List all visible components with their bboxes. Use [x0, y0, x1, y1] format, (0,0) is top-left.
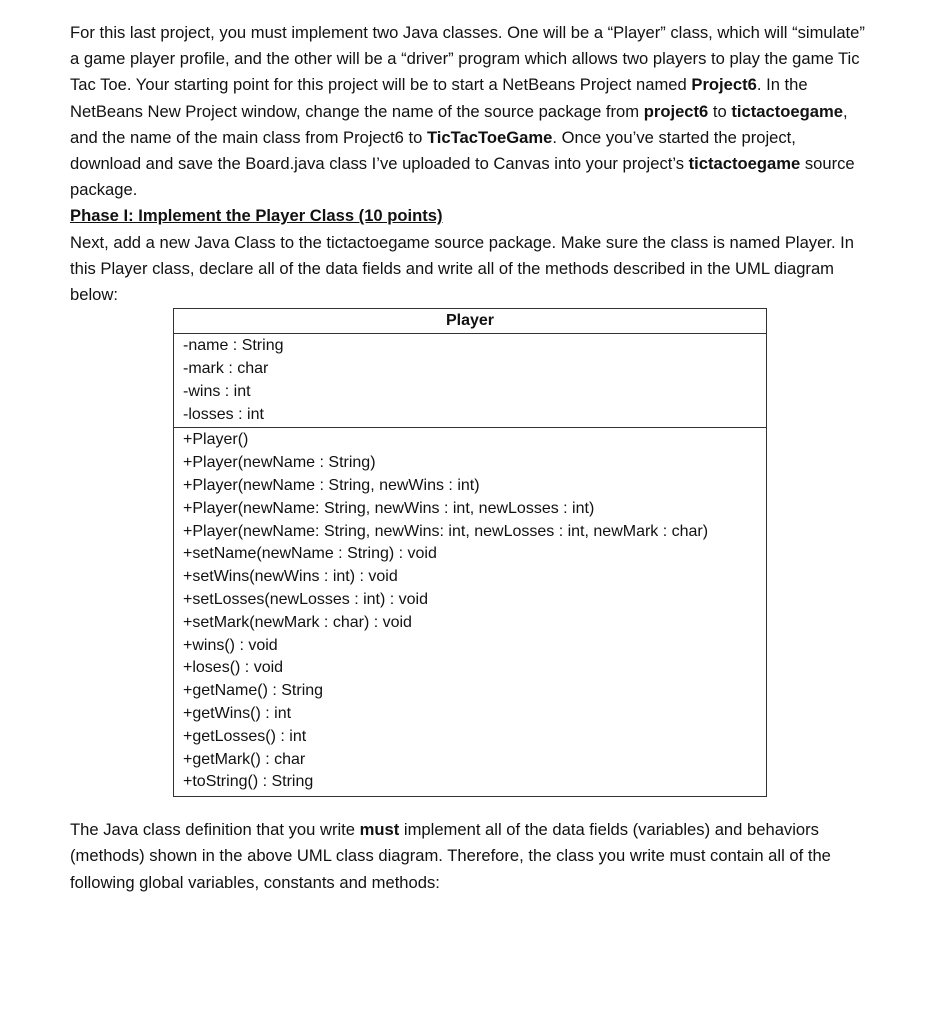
uml-method: +Player(newName: String, newWins: int, newLosses : int, newMark : char)	[183, 522, 709, 540]
uml-method: +wins() : void	[183, 636, 278, 654]
closing-text-1: The Java class definition that you write	[70, 820, 360, 840]
uml-method: +setLosses(newLosses : int) : void	[183, 591, 429, 608]
uml-class-diagram	[173, 308, 767, 797]
intro-text-6: source package.	[70, 154, 855, 200]
intro-text-5: . Once you’ve started the project, download and save the Board.java class I’ve uploaded to Canvas into your project’s	[70, 127, 796, 174]
intro-bold-source-package: tictactoegame	[688, 154, 801, 174]
intro-text-1: For this last project, you must implement two Java classes. One will be a “Player” class, which will “simulate” a game player profile, and the other will be a “driver” program which allows two players to play the game Tic Tac Toe. Your starting point for this project will be to start a NetBeans Project named	[70, 23, 865, 95]
phase-heading: Phase I: Implement the Player Class (10 points)	[70, 206, 443, 226]
intro-text-2: . In the NetBeans New Project window, change the name of the source package from	[70, 75, 808, 121]
uml-method: +Player()	[183, 431, 249, 449]
uml-method: +getName() : String	[183, 682, 324, 700]
uml-fields-section	[174, 334, 766, 428]
uml-class-name: Player	[174, 309, 766, 334]
intro-paragraph	[70, 20, 870, 203]
next-paragraph: Next, add a new Java Class to the tictactoegame source package. Make sure the class is named Player. In this Player class, declare all of the data fields and write all of the methods described in the UML diagram below:	[70, 232, 854, 305]
uml-method: +Player(newName : String, newWins : int)	[183, 477, 480, 495]
intro-text-4: , and the name of the main class from Project6 to	[70, 101, 848, 147]
uml-method: +toString() : String	[183, 773, 314, 791]
intro-bold-project6-name: Project6	[691, 75, 757, 95]
uml-field: -wins : int	[183, 382, 251, 400]
uml-field: -mark : char	[183, 360, 269, 378]
uml-field: -name : String	[183, 337, 284, 355]
uml-method: +getMark() : char	[183, 750, 306, 768]
uml-method: +setWins(newWins : int) : void	[183, 568, 398, 586]
uml-method: +setMark(newMark : char) : void	[183, 613, 412, 631]
uml-method: +getLosses() : int	[183, 727, 307, 745]
uml-method: +Player(newName: String, newWins : int, newLosses : int)	[183, 499, 595, 517]
intro-bold-package-old: project6	[643, 101, 709, 121]
intro-bold-main-class: TicTacToeGame	[426, 127, 553, 147]
closing-bold-must: must	[359, 820, 400, 840]
uml-method: +getWins() : int	[183, 704, 292, 722]
uml-method: +setName(newName : String) : void	[183, 545, 437, 563]
uml-field: -losses : int	[183, 405, 264, 423]
closing-paragraph	[70, 817, 870, 896]
uml-method: +Player(newName : String)	[183, 454, 376, 472]
closing-text-2: implement all of the data fields (variables) and behaviors (methods) shown in the above UML class diagram. Therefore, the class you write must contain all of the following global variables, constants and methods:	[70, 820, 831, 892]
intro-bold-package-new: tictactoegame	[731, 101, 843, 121]
uml-method: +loses() : void	[183, 659, 284, 677]
intro-text-3: to	[708, 101, 732, 121]
document-page	[70, 20, 870, 896]
uml-methods-section	[174, 428, 766, 796]
